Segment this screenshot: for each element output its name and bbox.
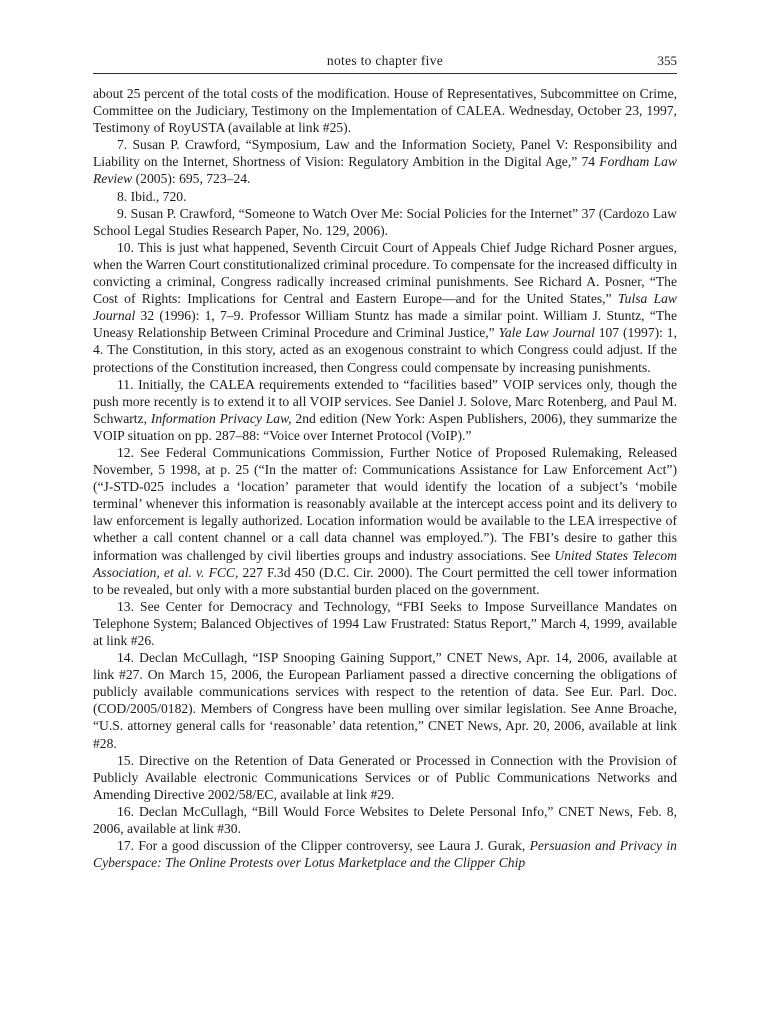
running-head [93, 51, 677, 74]
note-15: 15. Directive on the Retention of Data Generated or Processed in Connection with the Provision of Publicly Available electronic Communications Services or of Public Communications Networks and Amending Directive 2002/58/EC, available at link #29. [93, 752, 677, 802]
note-10: 10. This is just what happened, Seventh Circuit Court of Appeals Chief Judge Richard Posner argues, when the Warren Court constitutionalized criminal procedure. To compensate for the increased difficulty in convicting a criminal, Congress radically increased criminal punishments. See Richard A. Posner, “The Cost of Rights: Implications for Central and Eastern Europe—and for the United States,” Tulsa Law Journal 32 (1996): 1, 7–9. Professor William Stuntz has made a similar point. William J. Stuntz, “The Uneasy Relationship Between Criminal Procedure and Criminal Justice,” Yale Law Journal 107 (1997): 1, 4. The Constitution, in this story, acted as an exogenous constraint to which Congress could adjust. If the protections of the Constitution increased, then Congress could compensate by increasing punishments. [93, 239, 677, 375]
note-11: 11. Initially, the CALEA requirements extended to “facilities based” VOIP services only, though the push more recently is to extend it to all VOIP services. See Daniel J. Solove, Marc Rotenberg, and Paul M. Schwartz, Information Privacy Law, 2nd edition (New York: Aspen Publishers, 2006), they summarize the VOIP situation on pp. 287–88: “Voice over Internet Protocol (VoIP).” [93, 376, 677, 443]
note-8: 8. Ibid., 720. [117, 188, 187, 204]
running-title: notes to chapter five [326, 53, 444, 68]
notes-body [93, 85, 677, 871]
note-7: 7. Susan P. Crawford, “Symposium, Law and the Information Society, Panel V: Responsibility and Liability on the Internet, Shortness of Vision: Regulatory Ambition in the Digital Age,” 74 Fordham Law Review (2005): 695, 723–24. [93, 137, 677, 187]
page-number: 355 [657, 53, 677, 68]
note-13: 13. See Center for Democracy and Technology, “FBI Seeks to Impose Surveillance Mandates on Telephone System; Balanced Objectives of 1994 Law Frustrated: Status Report,” March 4, 1999, available at link #26. [93, 598, 677, 648]
note-9: 9. Susan P. Crawford, “Someone to Watch Over Me: Social Policies for the Internet” 37 (Cardozo Law School Legal Studies Research Paper, No. 129, 2006). [93, 205, 677, 238]
note-14: 14. Declan McCullagh, “ISP Snooping Gaining Support,” CNET News, Apr. 14, 2006, available at link #27. On March 15, 2006, the European Parliament passed a directive concerning the obligations of publicly available communications services with respect to the retention of data. See Eur. Parl. Doc. (COD/2005/0182). Members of Congress have been mulling over similar legislation. See Anne Broache, “U.S. attorney general calls for ‘reasonable’ data retention,” CNET News, Apr. 20, 2006, available at link #28. [93, 650, 677, 751]
note-16: 16. Declan McCullagh, “Bill Would Force Websites to Delete Personal Info,” CNET News, Feb. 8, 2006, available at link #30. [93, 803, 677, 837]
note-continuation: about 25 percent of the total costs of the modification. House of Representatives, Subcommittee on Crime, Committee on the Judiciary, Testimony on the Implementation of CALEA. Wednesday, October 23, 1997, Testimony of RoyUSTA (available at link #25). [93, 86, 677, 136]
note-17: 17. For a good discussion of the Clipper controversy, see Laura J. Gurak, Persuasion and Privacy in Cyberspace: The Online Protests over Lotus Marketplace and the Clipper Chip [93, 838, 677, 871]
note-12: 12. See Federal Communications Commission, Further Notice of Proposed Rulemaking, Released November, 5 1998, at p. 25 (“In the matter of: Communications Assistance for Law Enforcement Act”) (“J-STD-025 includes a ‘location’ parameter that would identify the location of a subject’s ‘mobile terminal’ whenever this information is reasonably available at the intercept access point and its delivery to law enforcement is legally authorized. Location information would be available to the LEA irrespective of whether a call content channel or a call data channel was employed.”). The FBI’s desire to gather this information was challenged by civil liberties groups and industry associations. See United States Telecom Association, et al. v. FCC, 227 F.3d 450 (D.C. Cir. 2000). The Court permitted the cell tower information to be revealed, but only with a more substantial burden placed on the government. [93, 444, 677, 597]
